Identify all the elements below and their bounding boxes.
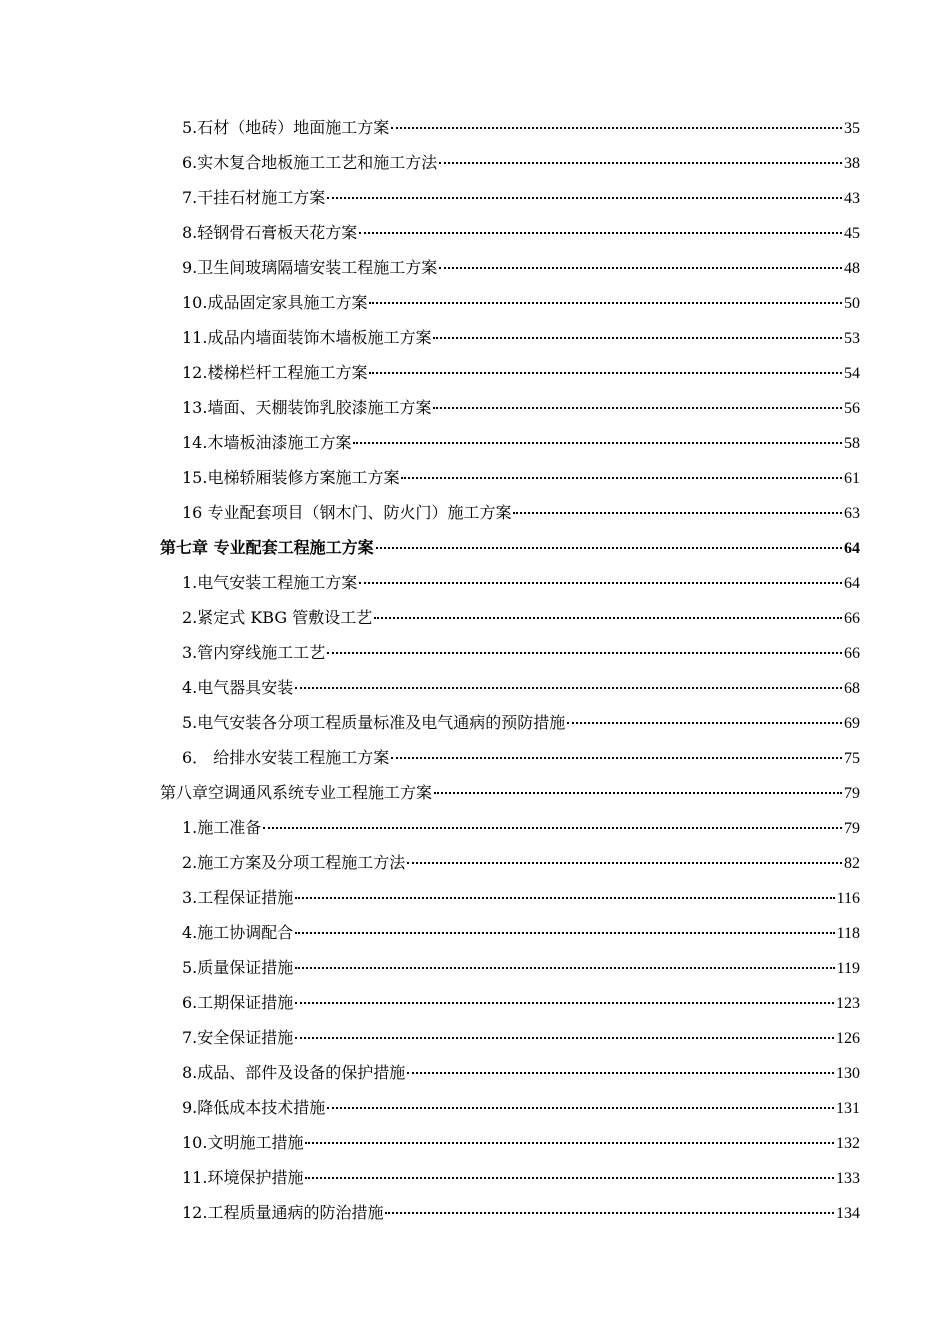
toc-page-number: 82 <box>844 855 860 872</box>
toc-dot-leader <box>401 475 842 479</box>
toc-page-number: 75 <box>844 750 860 767</box>
toc-page-number: 69 <box>844 715 860 732</box>
toc-section-entry[interactable] <box>160 145 860 180</box>
toc-chapter-entry[interactable] <box>160 775 860 810</box>
toc-page-number: 133 <box>836 1170 860 1187</box>
toc-page-number: 53 <box>844 330 860 347</box>
toc-dot-leader <box>305 1175 834 1179</box>
toc-section-entry[interactable] <box>160 670 860 705</box>
toc-dot-leader <box>391 755 842 759</box>
toc-chapter-entry[interactable] <box>160 530 860 565</box>
toc-dot-leader <box>407 860 842 864</box>
toc-entry-label: 13.墙面、天棚装饰乳胶漆施工方案 <box>182 398 432 417</box>
toc-dot-leader <box>433 335 842 339</box>
toc-section-entry[interactable] <box>160 1055 860 1090</box>
toc-entry-label: 第七章 专业配套工程施工方案 <box>160 538 374 557</box>
toc-entry-label: 12.工程质量通病的防治措施 <box>182 1203 384 1222</box>
toc-entry-label: 8.轻钢骨石膏板天花方案 <box>182 223 358 242</box>
toc-entry-label: 4.施工协调配合 <box>182 923 294 942</box>
toc-entry-label: 10.文明施工措施 <box>182 1133 304 1152</box>
toc-section-entry[interactable] <box>160 880 860 915</box>
toc-page-number: 43 <box>844 190 860 207</box>
toc-entry-label: 1.电气安装工程施工方案 <box>182 573 358 592</box>
toc-section-entry[interactable] <box>160 705 860 740</box>
toc-section-entry[interactable] <box>160 845 860 880</box>
toc-dot-leader <box>327 650 842 654</box>
toc-dot-leader <box>353 440 842 444</box>
toc-entry-label: 6.实木复合地板施工工艺和施工方法 <box>182 153 438 172</box>
toc-entry-label: 8.成品、部件及设备的保护措施 <box>182 1063 406 1082</box>
toc-section-entry[interactable] <box>160 985 860 1020</box>
toc-dot-leader <box>391 125 842 129</box>
toc-dot-leader <box>439 160 842 164</box>
toc-entry-label: 第八章空调通风系统专业工程施工方案 <box>160 783 433 802</box>
toc-section-entry[interactable] <box>160 285 860 320</box>
toc-entry-label: 7.安全保证措施 <box>182 1028 294 1047</box>
toc-entry-label: 15.电梯轿厢装修方案施工方案 <box>182 468 400 487</box>
toc-entry-label: 2.施工方案及分项工程施工方法 <box>182 853 406 872</box>
toc-page-number: 134 <box>836 1205 860 1222</box>
toc-dot-leader <box>385 1210 834 1214</box>
toc-entry-label: 11.环境保护措施 <box>182 1168 304 1187</box>
toc-dot-leader <box>295 965 834 969</box>
toc-page-number: 45 <box>844 225 860 242</box>
toc-entry-label: 12.楼梯栏杆工程施工方案 <box>182 363 368 382</box>
toc-dot-leader <box>295 685 842 689</box>
toc-dot-leader <box>295 930 834 934</box>
toc-page-number: 64 <box>844 575 860 592</box>
toc-page-number: 119 <box>836 960 860 977</box>
toc-dot-leader <box>407 1070 834 1074</box>
toc-entry-label: 10.成品固定家具施工方案 <box>182 293 368 312</box>
toc-page-number: 63 <box>844 505 860 522</box>
toc-dot-leader <box>439 265 842 269</box>
toc-entry-label: 5.石材（地砖）地面施工方案 <box>182 118 390 137</box>
toc-section-entry[interactable] <box>160 355 860 390</box>
toc-dot-leader <box>369 300 842 304</box>
toc-entry-label: 6.工期保证措施 <box>182 993 294 1012</box>
toc-section-entry[interactable] <box>160 740 860 775</box>
toc-section-entry[interactable] <box>160 215 860 250</box>
toc-entry-label: 11.成品内墙面装饰木墙板施工方案 <box>182 328 432 347</box>
table-of-contents <box>160 110 860 1230</box>
toc-section-entry[interactable] <box>160 915 860 950</box>
toc-entry-label: 5.质量保证措施 <box>182 958 294 977</box>
toc-page-number: 64 <box>844 540 860 557</box>
toc-dot-leader <box>359 230 842 234</box>
toc-page-number: 58 <box>844 435 860 452</box>
toc-dot-leader <box>295 1000 834 1004</box>
toc-page-number: 61 <box>844 470 860 487</box>
toc-page-number: 118 <box>836 925 860 942</box>
toc-section-entry[interactable] <box>160 1160 860 1195</box>
toc-dot-leader <box>359 580 842 584</box>
toc-dot-leader <box>327 195 842 199</box>
toc-section-entry[interactable] <box>160 110 860 145</box>
toc-section-entry[interactable] <box>160 320 860 355</box>
toc-page-number: 35 <box>844 120 860 137</box>
toc-page-number: 56 <box>844 400 860 417</box>
toc-dot-leader <box>305 1140 834 1144</box>
toc-page-number: 54 <box>844 365 860 382</box>
toc-dot-leader <box>374 615 842 619</box>
toc-section-entry[interactable] <box>160 810 860 845</box>
toc-section-entry[interactable] <box>160 1125 860 1160</box>
toc-dot-leader <box>263 825 842 829</box>
toc-entry-label: 7.干挂石材施工方案 <box>182 188 326 207</box>
toc-dot-leader <box>513 510 842 514</box>
toc-section-entry[interactable] <box>160 600 860 635</box>
toc-page-number: 50 <box>844 295 860 312</box>
toc-page-number: 66 <box>844 610 860 627</box>
toc-page-number: 130 <box>836 1065 860 1082</box>
toc-section-entry[interactable] <box>160 495 860 530</box>
toc-dot-leader <box>376 545 842 549</box>
toc-dot-leader <box>433 405 842 409</box>
toc-page-number: 66 <box>844 645 860 662</box>
toc-dot-leader <box>295 895 834 899</box>
toc-dot-leader <box>327 1105 834 1109</box>
toc-page-number: 38 <box>844 155 860 172</box>
toc-entry-label: 9.降低成本技术措施 <box>182 1098 326 1117</box>
toc-section-entry[interactable] <box>160 460 860 495</box>
toc-entry-label: 2.紧定式 KBG 管敷设工艺 <box>182 608 373 627</box>
toc-dot-leader <box>295 1035 834 1039</box>
toc-dot-leader <box>369 370 842 374</box>
toc-dot-leader <box>434 790 842 794</box>
toc-page-number: 131 <box>836 1100 860 1117</box>
toc-page-number: 132 <box>836 1135 860 1152</box>
toc-entry-label: 1.施工准备 <box>182 818 262 837</box>
toc-page-number: 68 <box>844 680 860 697</box>
toc-page-number: 79 <box>844 785 860 802</box>
toc-page-number: 48 <box>844 260 860 277</box>
toc-section-entry[interactable] <box>160 635 860 670</box>
toc-section-entry[interactable] <box>160 1020 860 1055</box>
toc-page-number: 116 <box>836 890 860 907</box>
toc-section-entry[interactable] <box>160 250 860 285</box>
toc-section-entry[interactable] <box>160 425 860 460</box>
toc-section-entry[interactable] <box>160 950 860 985</box>
toc-section-entry[interactable] <box>160 390 860 425</box>
toc-section-entry[interactable] <box>160 1090 860 1125</box>
toc-page-number: 126 <box>836 1030 860 1047</box>
toc-entry-label: 5.电气安装各分项工程质量标准及电气通病的预防措施 <box>182 713 566 732</box>
toc-entry-label: 9.卫生间玻璃隔墙安装工程施工方案 <box>182 258 438 277</box>
toc-entry-label: 4.电气器具安装 <box>182 678 294 697</box>
toc-entry-label: 3.管内穿线施工工艺 <box>182 643 326 662</box>
toc-entry-label: 16 专业配套项目（钢木门、防火门）施工方案 <box>182 503 512 522</box>
toc-section-entry[interactable] <box>160 180 860 215</box>
toc-dot-leader <box>567 720 842 724</box>
toc-section-entry[interactable] <box>160 565 860 600</box>
toc-page-number: 123 <box>836 995 860 1012</box>
toc-page-number: 79 <box>844 820 860 837</box>
toc-entry-label: 14.木墙板油漆施工方案 <box>182 433 352 452</box>
toc-entry-label: 6． 给排水安装工程施工方案 <box>182 748 390 767</box>
toc-entry-label: 3.工程保证措施 <box>182 888 294 907</box>
toc-section-entry[interactable] <box>160 1195 860 1230</box>
